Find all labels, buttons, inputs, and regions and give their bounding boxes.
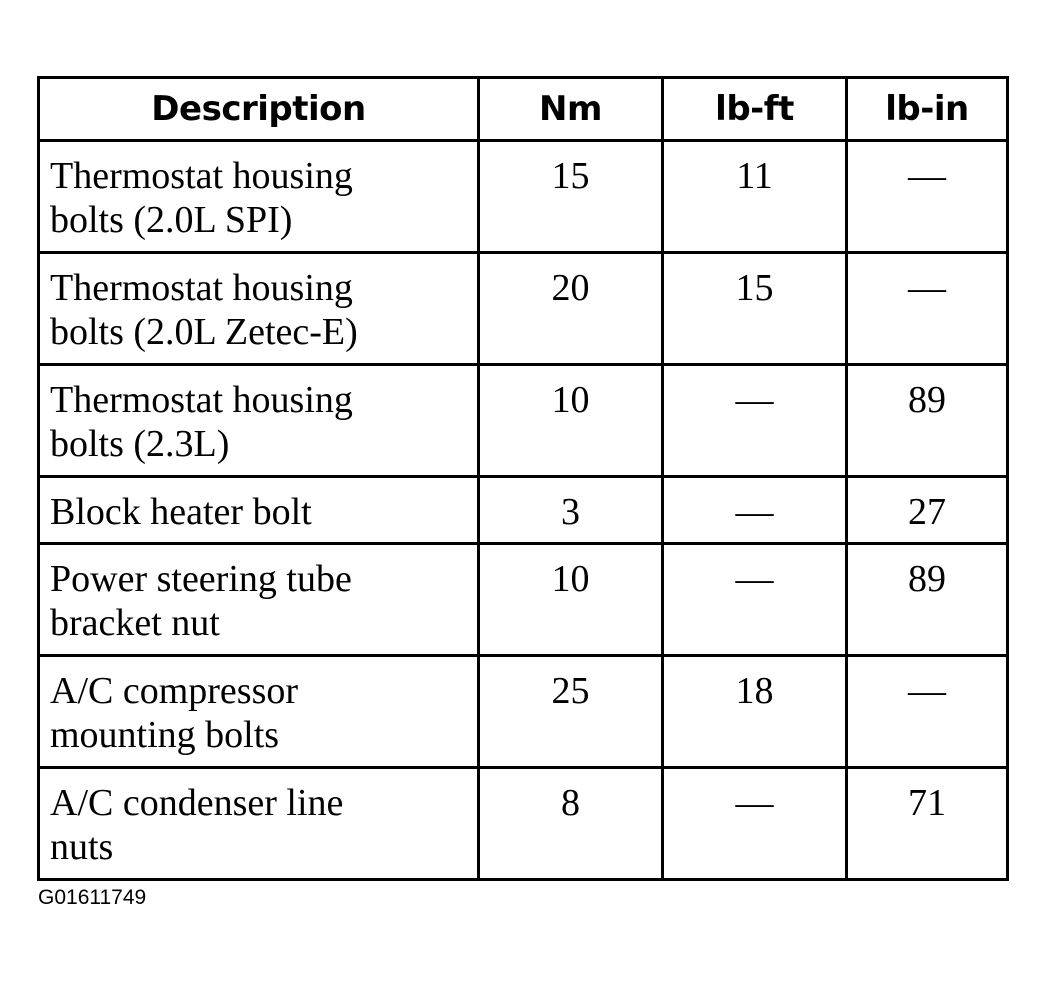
table-row (39, 477, 1008, 544)
header-lb-in: lb-in (847, 78, 1008, 141)
table-row (39, 656, 1008, 768)
torque-spec-table (37, 76, 1009, 881)
lb-ft-cell: 11 (663, 141, 847, 253)
lb-in-cell: 89 (847, 544, 1008, 656)
nm-cell: 20 (479, 253, 663, 365)
nm-cell: 10 (479, 365, 663, 477)
table-row (39, 141, 1008, 253)
header-nm: Nm (479, 78, 663, 141)
nm-cell: 15 (479, 141, 663, 253)
table-row (39, 768, 1008, 880)
lb-in-cell: — (847, 141, 1008, 253)
lb-in-cell: 89 (847, 365, 1008, 477)
description-line-2: nuts (50, 826, 114, 868)
header-description: Description (39, 78, 479, 141)
nm-cell: 25 (479, 656, 663, 768)
lb-ft-cell: — (663, 365, 847, 477)
lb-ft-cell: — (663, 768, 847, 880)
description-line-2: bracket nut (50, 602, 220, 644)
lb-ft-cell: 18 (663, 656, 847, 768)
figure-id: G01611749 (38, 886, 147, 909)
nm-cell: 10 (479, 544, 663, 656)
lb-ft-cell: — (663, 544, 847, 656)
nm-cell: 3 (479, 477, 663, 544)
description-cell (39, 141, 479, 253)
description-cell (39, 253, 479, 365)
lb-in-cell: 27 (847, 477, 1008, 544)
description-line-1: Thermostat housing (50, 155, 353, 197)
description-line-1: Thermostat housing (50, 267, 353, 309)
header-lb-ft: lb-ft (663, 78, 847, 141)
description-line-1: Power steering tube (50, 558, 352, 600)
table-row (39, 253, 1008, 365)
lb-ft-cell: — (663, 477, 847, 544)
description-line-2: mounting bolts (50, 714, 280, 756)
description-line-1: A/C condenser line (50, 782, 344, 824)
header-row (39, 78, 1008, 141)
lb-in-cell: — (847, 253, 1008, 365)
description-line-2: bolts (2.0L SPI) (50, 199, 293, 241)
lb-ft-cell: 15 (663, 253, 847, 365)
description-line-2: bolts (2.0L Zetec-E) (50, 311, 358, 353)
description-line-1: Block heater bolt (50, 491, 312, 533)
table-row (39, 544, 1008, 656)
description-cell (39, 365, 479, 477)
description-line-2: bolts (2.3L) (50, 423, 230, 465)
nm-cell: 8 (479, 768, 663, 880)
description-line-1: Thermostat housing (50, 379, 353, 421)
description-cell (39, 544, 479, 656)
description-cell (39, 656, 479, 768)
description-line-1: A/C compressor (50, 670, 299, 712)
description-cell (39, 477, 479, 544)
table-row (39, 365, 1008, 477)
description-cell (39, 768, 479, 880)
lb-in-cell: — (847, 656, 1008, 768)
lb-in-cell: 71 (847, 768, 1008, 880)
